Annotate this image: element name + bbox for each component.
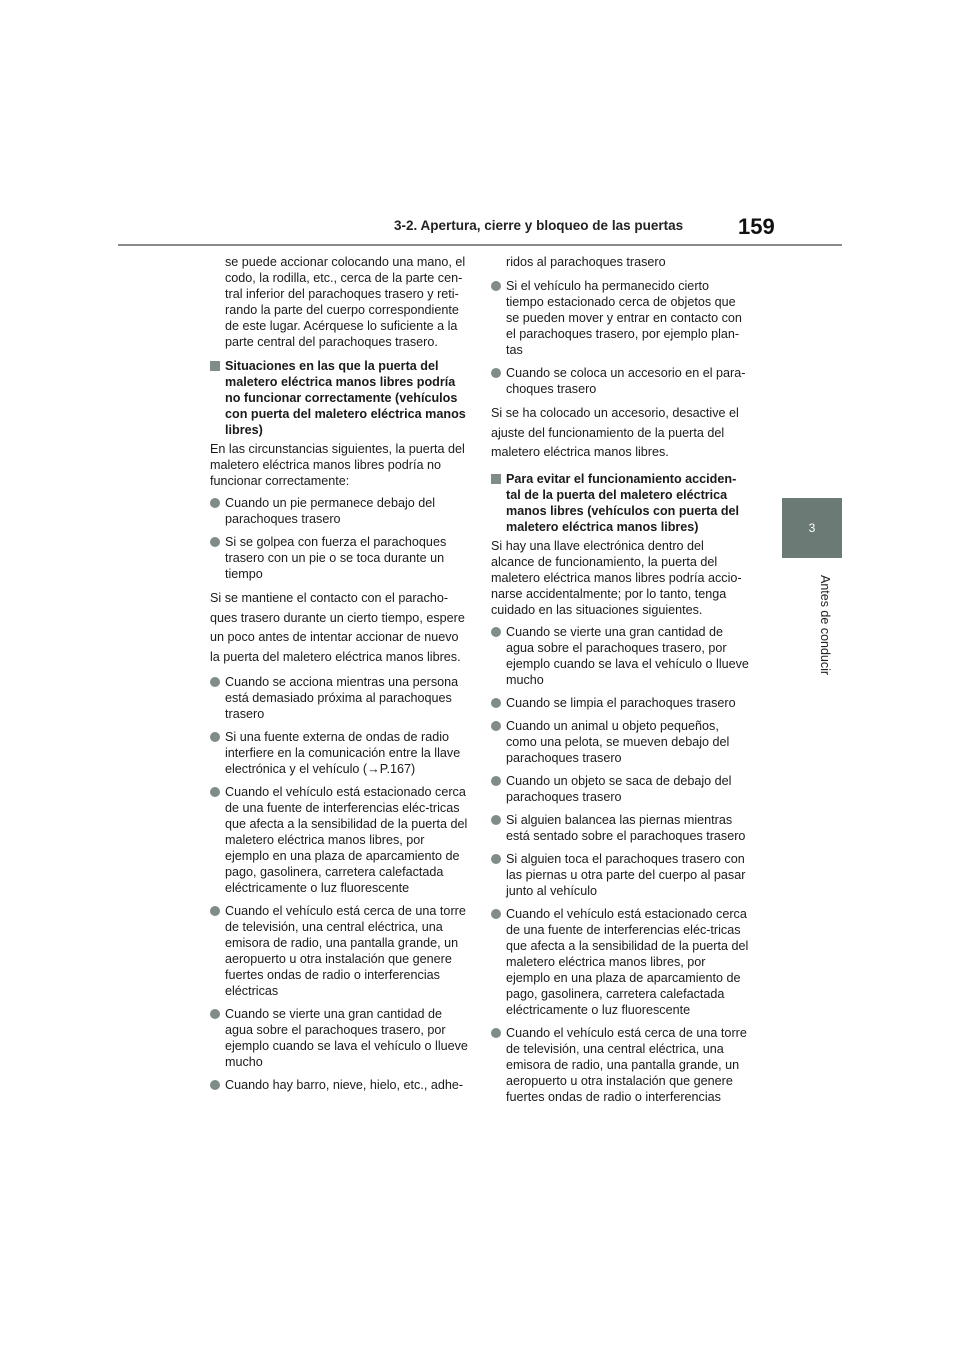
circle-bullet-icon: [491, 776, 501, 786]
left-column: [210, 254, 468, 1100]
note-paragraph: Si se ha colocado un accesorio, desactive el ajuste del funcionamiento de la puerta del maletero eléctrica manos libres.: [491, 406, 739, 459]
circle-bullet-icon: [491, 721, 501, 731]
chapter-tab: [782, 498, 842, 558]
list-item: Cuando hay barro, nieve, hielo, etc., adhe-: [210, 1077, 468, 1093]
list-item: Cuando un pie permanece debajo del parachoques trasero: [210, 495, 468, 527]
intro-paragraph: Si hay una llave electrónica dentro del alcance de funcionamiento, la puerta del maletero eléctrica manos libres podría accio-narse accidentalmente; por lo tanto, tenga cuidado en las situaciones siguientes.: [491, 538, 742, 617]
list-item: Si el vehículo ha permanecido cierto tiempo estacionado cerca de objetos que se pueden mover y entrar en contacto con el parachoques trasero, por ejemplo plan-tas: [491, 278, 749, 358]
list-item: Cuando se acciona mientras una persona está demasiado próxima al parachoques trasero: [210, 674, 468, 722]
square-bullet-icon: [491, 474, 501, 484]
header-divider: [118, 244, 842, 246]
circle-bullet-icon: [210, 1009, 220, 1019]
list-item: Cuando el vehículo está cerca de una torre de televisión, una central eléctrica, una emisora de radio, una pantalla grande, un aeropuerto u otra instalación que genere fuertes ondas de radio o interferencias: [491, 1025, 749, 1105]
chapter-label: Antes de conducir: [818, 574, 832, 676]
list-item: Si alguien balancea las piernas mientras está sentado sobre el parachoques trasero: [491, 812, 749, 844]
list-item: Cuando el vehículo está estacionado cerca de una fuente de interferencias eléc-tricas que afecta a la sensibilidad de la puerta del maletero eléctrica manos libres, por ejemplo en una plaza de aparcamiento de pago, gasolinera, carretera calefactada eléctricamente o luz fluorescente: [210, 784, 468, 896]
circle-bullet-icon: [491, 368, 501, 378]
circle-bullet-icon: [491, 627, 501, 637]
continuation-text: ridos al parachoques trasero: [506, 255, 666, 269]
circle-bullet-icon: [210, 787, 220, 797]
circle-bullet-icon: [210, 498, 220, 508]
circle-bullet-icon: [491, 909, 501, 919]
list-item: Si se golpea con fuerza el parachoques trasero con un pie o se toca durante un tiempo: [210, 534, 468, 582]
section-heading: Para evitar el funcionamiento acciden-tal de la puerta del maletero eléctrica manos libres (vehículos con puerta del maletero eléctrica manos libres): [491, 471, 749, 535]
circle-bullet-icon: [491, 815, 501, 825]
right-column: [491, 254, 749, 1112]
circle-bullet-icon: [210, 677, 220, 687]
circle-bullet-icon: [491, 281, 501, 291]
circle-bullet-icon: [210, 906, 220, 916]
list-item: Cuando se vierte una gran cantidad de agua sobre el parachoques trasero, por ejemplo cuando se lava el vehículo o llueve mucho: [210, 1006, 468, 1070]
section-title: 3-2. Apertura, cierre y bloqueo de las puertas: [394, 218, 684, 233]
list-item: Si alguien toca el parachoques trasero con las piernas u otra parte del cuerpo al pasar junto al vehículo: [491, 851, 749, 899]
list-item: Cuando el vehículo está cerca de una torre de televisión, una central eléctrica, una emisora de radio, una pantalla grande, un aeropuerto u otra instalación que genere fuertes ondas de radio o interferencias eléctricas: [210, 903, 468, 999]
list-item: Cuando un objeto se saca de debajo del parachoques trasero: [491, 773, 749, 805]
note-paragraph: Si se mantiene el contacto con el paracho-ques trasero durante un cierto tiempo, espere un poco antes de intentar accionar de nuevo la puerta del maletero eléctrica manos libres.: [210, 591, 465, 664]
list-item: Cuando el vehículo está estacionado cerca de una fuente de interferencias eléc-tricas que afecta a la sensibilidad de la puerta del maletero eléctrica manos libres, por ejemplo en una plaza de aparcamiento de pago, gasolinera, carretera calefactada eléctricamente o luz fluorescente: [491, 906, 749, 1018]
intro-paragraph: En las circunstancias siguientes, la puerta del maletero eléctrica manos libres podría no funcionar correctamente:: [210, 442, 465, 488]
list-item: Cuando un animal u objeto pequeños, como una pelota, se mueven debajo del parachoques trasero: [491, 718, 749, 766]
chapter-number: 3: [808, 521, 816, 535]
circle-bullet-icon: [210, 1080, 220, 1090]
circle-bullet-icon: [491, 698, 501, 708]
continuation-text: se puede accionar colocando una mano, el codo, la rodilla, etc., cerca de la parte cen-tral inferior del parachoques trasero y reti-rando la parte del cuerpo correspondiente de este lugar. Acérquese lo suficiente a la parte central del parachoques trasero.: [225, 255, 466, 349]
circle-bullet-icon: [491, 854, 501, 864]
circle-bullet-icon: [210, 732, 220, 742]
circle-bullet-icon: [491, 1028, 501, 1038]
list-item: Cuando se vierte una gran cantidad de agua sobre el parachoques trasero, por ejemplo cuando se lava el vehículo o llueve mucho: [491, 624, 749, 688]
list-item: Cuando se limpia el parachoques trasero: [491, 695, 749, 711]
circle-bullet-icon: [210, 537, 220, 547]
page-number: 159: [738, 214, 775, 239]
section-heading: Situaciones en las que la puerta del maletero eléctrica manos libres podría no funcionar correctamente (vehículos con puerta del maletero eléctrica manos libres): [210, 358, 468, 438]
list-item: Cuando se coloca un accesorio en el para-choques trasero: [491, 365, 749, 397]
square-bullet-icon: [210, 361, 220, 371]
list-item: Si una fuente externa de ondas de radio interfiere en la comunicación entre la llave electrónica y el vehículo (→P.167): [210, 729, 468, 777]
